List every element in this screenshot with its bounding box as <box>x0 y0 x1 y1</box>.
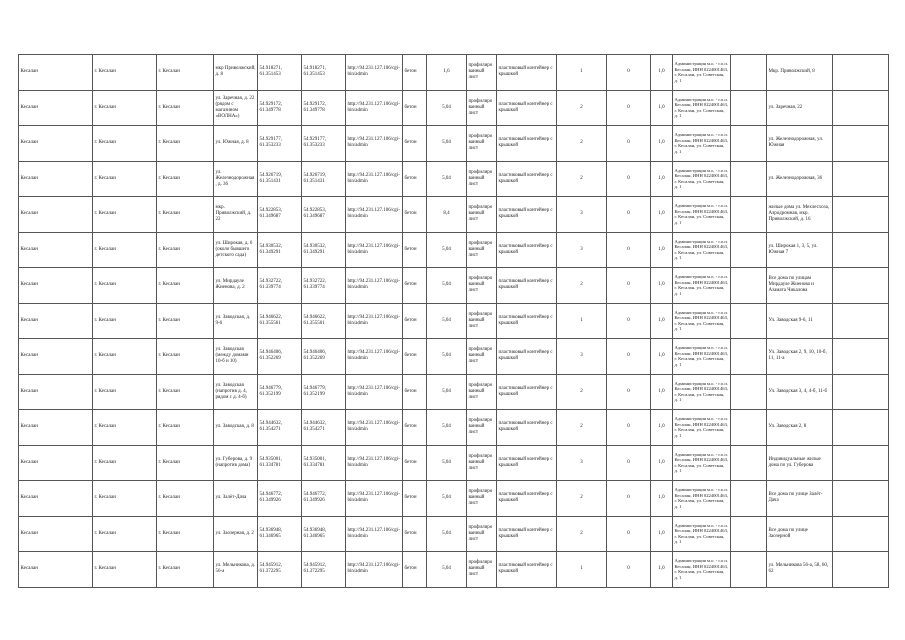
cell-photo-link[interactable]: http://94.231.127.106/cgi-bin/admin <box>346 339 403 375</box>
cell-container-type: пластиковый контейнер с крышкой <box>497 90 557 126</box>
cell-district: Кесалан <box>19 232 93 268</box>
cell-container-type: пластиковый контейнер с крышкой <box>497 339 557 375</box>
cell-longitude: 54.936948, 61.346965 <box>302 516 346 552</box>
registry-sheet <box>18 54 888 588</box>
cell-containers-count: 1 <box>557 552 607 588</box>
cell-photo-link[interactable]: http://94.231.127.106/cgi-bin/admin <box>346 410 403 446</box>
table-row <box>19 126 889 162</box>
cell-volume: 1,0 <box>651 161 673 197</box>
cell-base-material: бетон <box>403 303 427 339</box>
cell-empty <box>731 232 767 268</box>
cell-address: ул. Заречная, д. 22 (рядом с магазином «ВОЛНА») <box>214 90 258 126</box>
cell-volume: 1,0 <box>651 374 673 410</box>
cell-container-type: пластиковый контейнер с крышкой <box>497 410 557 446</box>
cell-fence-material: профилированный лист <box>467 516 497 552</box>
cell-base-material: бетон <box>403 339 427 375</box>
cell-latitude: 54.918271, 61.351453 <box>258 55 302 91</box>
cell-fence-material: профилированный лист <box>467 481 497 517</box>
cell-longitude: 54.932722, 61.339774 <box>302 268 346 304</box>
cell-empty <box>833 481 889 517</box>
cell-address: ул. Заводская (между домами 10-б и 10) <box>214 339 258 375</box>
cell-photo-link[interactable]: http://94.231.127.106/cgi-bin/admin <box>346 445 403 481</box>
cell-bunkers-count: 0 <box>607 410 651 446</box>
cell-served-objects: Индивидуальные жилые дома по ул. Губерова <box>767 445 833 481</box>
cell-base-material: бетон <box>403 445 427 481</box>
cell-served-objects: ул. Мельникова 56-а, 58, 60, 62 <box>767 552 833 588</box>
cell-empty <box>833 268 889 304</box>
cell-longitude: 54.946406, 61.352269 <box>302 339 346 375</box>
cell-address: мкр. Приволжский, д. 22 <box>214 197 258 233</box>
cell-fence-material: профилированный лист <box>467 303 497 339</box>
cell-base-material: бетон <box>403 90 427 126</box>
cell-photo-link[interactable]: http://94.231.127.106/cgi-bin/admin <box>346 481 403 517</box>
cell-settlement: г. Кесалан <box>93 552 157 588</box>
cell-locality: г. Кесалан <box>157 445 214 481</box>
cell-empty <box>833 410 889 446</box>
cell-volume: 1,0 <box>651 55 673 91</box>
cell-owner: Администрация м.о. - г.о.п. Кесалан, ИНН 0224001463, г. Кесалан, ул. Советская, д. 1 <box>673 445 731 481</box>
cell-longitude: 54.929172, 61.349778 <box>302 90 346 126</box>
cell-empty <box>833 126 889 162</box>
cell-area: 5,04 <box>427 445 467 481</box>
cell-empty <box>731 481 767 517</box>
cell-locality: г. Кесалан <box>157 268 214 304</box>
cell-longitude: 54.926719, 61.351431 <box>302 161 346 197</box>
cell-volume: 1,0 <box>651 126 673 162</box>
cell-longitude: 54.929177, 61.353233 <box>302 126 346 162</box>
cell-empty <box>731 90 767 126</box>
cell-longitude: 54.922853, 61.349687 <box>302 197 346 233</box>
cell-area: 5,04 <box>427 232 467 268</box>
cell-settlement: г. Кесалан <box>93 374 157 410</box>
cell-district: Кесалан <box>19 374 93 410</box>
cell-empty <box>731 552 767 588</box>
cell-area: 5,04 <box>427 303 467 339</box>
cell-volume: 1,0 <box>651 481 673 517</box>
cell-empty <box>731 55 767 91</box>
cell-photo-link[interactable]: http://94.231.127.106/cgi-bin/admin <box>346 303 403 339</box>
cell-served-objects: Все дома по улицам Мирдауле Жиенова и Азамата Чикалова <box>767 268 833 304</box>
cell-locality: г. Кесалан <box>157 552 214 588</box>
cell-district: Кесалан <box>19 197 93 233</box>
cell-settlement: г. Кесалан <box>93 197 157 233</box>
cell-base-material: бетон <box>403 232 427 268</box>
cell-address: ул. Заводская, д. 9-6 <box>214 303 258 339</box>
cell-base-material: бетон <box>403 161 427 197</box>
cell-area: 5,04 <box>427 268 467 304</box>
cell-bunkers-count: 0 <box>607 303 651 339</box>
cell-area: 5,04 <box>427 374 467 410</box>
cell-empty <box>833 55 889 91</box>
cell-container-type: пластиковый контейнер с крышкой <box>497 516 557 552</box>
cell-empty <box>731 303 767 339</box>
cell-volume: 1,0 <box>651 410 673 446</box>
cell-photo-link[interactable]: http://94.231.127.106/cgi-bin/admin <box>346 197 403 233</box>
table-row <box>19 481 889 517</box>
cell-bunkers-count: 0 <box>607 197 651 233</box>
cell-photo-link[interactable]: http://94.231.127.106/cgi-bin/admin <box>346 268 403 304</box>
cell-fence-material: профилированный лист <box>467 232 497 268</box>
cell-locality: г. Кесалан <box>157 161 214 197</box>
cell-base-material: бетон <box>403 516 427 552</box>
cell-district: Кесалан <box>19 516 93 552</box>
cell-latitude: 54.946772, 61.349926 <box>258 481 302 517</box>
cell-bunkers-count: 0 <box>607 552 651 588</box>
cell-settlement: г. Кесалан <box>93 445 157 481</box>
cell-photo-link[interactable]: http://94.231.127.106/cgi-bin/admin <box>346 161 403 197</box>
cell-locality: г. Кесалан <box>157 90 214 126</box>
cell-address: ул. Южная, д. 8 <box>214 126 258 162</box>
table-row <box>19 303 889 339</box>
cell-base-material: бетон <box>403 374 427 410</box>
cell-bunkers-count: 0 <box>607 516 651 552</box>
cell-served-objects: ул. Железнодорожная, 36 <box>767 161 833 197</box>
cell-district: Кесалан <box>19 161 93 197</box>
cell-empty <box>833 161 889 197</box>
cell-locality: г. Кесалан <box>157 481 214 517</box>
cell-containers-count: 2 <box>557 268 607 304</box>
cell-fence-material: профилированный лист <box>467 410 497 446</box>
cell-container-type: пластиковый контейнер с крышкой <box>497 552 557 588</box>
cell-empty <box>833 445 889 481</box>
cell-latitude: 54.929172, 61.349778 <box>258 90 302 126</box>
cell-containers-count: 2 <box>557 481 607 517</box>
cell-served-objects: Ул. Заводская 3, 4, 4-б, 11-б <box>767 374 833 410</box>
cell-district: Кесалан <box>19 552 93 588</box>
cell-address: ул. Заводская (напротив д. 4, рядом с д. 4-б) <box>214 374 258 410</box>
cell-fence-material: профилированный лист <box>467 161 497 197</box>
table-row <box>19 161 889 197</box>
cell-fence-material: профилированный лист <box>467 126 497 162</box>
cell-area: 5,04 <box>427 126 467 162</box>
cell-base-material: бетон <box>403 410 427 446</box>
cell-latitude: 54.922853, 61.349687 <box>258 197 302 233</box>
cell-area: 1,6 <box>427 55 467 91</box>
cell-settlement: г. Кесалан <box>93 126 157 162</box>
cell-owner: Администрация м.о. - г.о.п. Кесалан, ИНН 0224001463, г. Кесалан, ул. Советская, д. 1 <box>673 552 731 588</box>
cell-district: Кесалан <box>19 126 93 162</box>
cell-longitude: 54.946779, 61.352199 <box>302 374 346 410</box>
cell-settlement: г. Кесалан <box>93 339 157 375</box>
cell-district: Кесалан <box>19 268 93 304</box>
cell-containers-count: 2 <box>557 516 607 552</box>
cell-containers-count: 3 <box>557 197 607 233</box>
cell-base-material: бетон <box>403 552 427 588</box>
cell-locality: г. Кесалан <box>157 126 214 162</box>
cell-owner: Администрация м.о. - г.о.п. Кесалан, ИНН 0224001463, г. Кесалан, ул. Советская, д. 1 <box>673 232 731 268</box>
cell-locality: г. Кесалан <box>157 55 214 91</box>
cell-empty <box>731 339 767 375</box>
cell-address: ул. Заводская, д. 8 <box>214 410 258 446</box>
cell-address: ул. Мельникова, д. 56-а <box>214 552 258 588</box>
cell-fence-material: профилированный лист <box>467 552 497 588</box>
cell-served-objects: ул. Заречная, 22 <box>767 90 833 126</box>
cell-longitude: 54.935001, 61.334781 <box>302 445 346 481</box>
cell-containers-count: 3 <box>557 339 607 375</box>
cell-district: Кесалан <box>19 303 93 339</box>
cell-containers-count: 1 <box>557 55 607 91</box>
table-row <box>19 268 889 304</box>
cell-address: ул. Железнодорожная, д. 36 <box>214 161 258 197</box>
cell-locality: г. Кесалан <box>157 303 214 339</box>
cell-latitude: 54.935001, 61.334781 <box>258 445 302 481</box>
cell-containers-count: 3 <box>557 445 607 481</box>
cell-settlement: г. Кесалан <box>93 90 157 126</box>
cell-empty <box>731 161 767 197</box>
cell-owner: Администрация м.о. - г.о.п. Кесалан, ИНН 0224001463, г. Кесалан, ул. Советская, д. 1 <box>673 339 731 375</box>
cell-photo-link[interactable]: http://94.231.127.106/cgi-bin/admin <box>346 126 403 162</box>
cell-bunkers-count: 0 <box>607 374 651 410</box>
cell-volume: 1,0 <box>651 268 673 304</box>
cell-owner: Администрация м.о. - г.о.п. Кесалан, ИНН 0224001463, г. Кесалан, ул. Советская, д. 1 <box>673 268 731 304</box>
cell-latitude: 54.932722, 61.339774 <box>258 268 302 304</box>
cell-empty <box>833 90 889 126</box>
cell-district: Кесалан <box>19 410 93 446</box>
cell-locality: г. Кесалан <box>157 232 214 268</box>
cell-locality: г. Кесалан <box>157 339 214 375</box>
cell-container-type: пластиковый контейнер с крышкой <box>497 126 557 162</box>
cell-fence-material: профилированный лист <box>467 90 497 126</box>
cell-served-objects: Ул. Заводская 2, 9, 10, 10-б, 11, 11-а <box>767 339 833 375</box>
table-row <box>19 410 889 446</box>
cell-base-material: бетон <box>403 481 427 517</box>
cell-containers-count: 1 <box>557 303 607 339</box>
cell-bunkers-count: 0 <box>607 232 651 268</box>
cell-longitude: 54.918271, 61.351453 <box>302 55 346 91</box>
cell-owner: Администрация м.о. - г.о.п. Кесалан, ИНН 0224001463, г. Кесалан, ул. Советская, д. 1 <box>673 303 731 339</box>
cell-settlement: г. Кесалан <box>93 268 157 304</box>
cell-photo-link[interactable]: http://94.231.127.106/cgi-bin/admin <box>346 90 403 126</box>
cell-longitude: 54.945912, 61.372295 <box>302 552 346 588</box>
cell-empty <box>833 303 889 339</box>
cell-latitude: 54.929177, 61.353233 <box>258 126 302 162</box>
cell-settlement: г. Кесалан <box>93 161 157 197</box>
cell-containers-count: 2 <box>557 410 607 446</box>
cell-district: Кесалан <box>19 339 93 375</box>
cell-empty <box>731 126 767 162</box>
cell-bunkers-count: 0 <box>607 339 651 375</box>
cell-empty <box>833 516 889 552</box>
cell-latitude: 54.946622, 61.355561 <box>258 303 302 339</box>
cell-photo-link[interactable]: http://94.231.127.106/cgi-bin/admin <box>346 552 403 588</box>
cell-bunkers-count: 0 <box>607 268 651 304</box>
cell-containers-count: 2 <box>557 126 607 162</box>
cell-bunkers-count: 0 <box>607 481 651 517</box>
cell-empty <box>833 552 889 588</box>
cell-served-objects: Ул. Заводская 9-6, 11 <box>767 303 833 339</box>
cell-volume: 1,0 <box>651 516 673 552</box>
cell-volume: 1,0 <box>651 90 673 126</box>
cell-fence-material: профилированный лист <box>467 339 497 375</box>
cell-latitude: 54.930532, 61.349291 <box>258 232 302 268</box>
cell-longitude: 54.946772, 61.349926 <box>302 481 346 517</box>
cell-container-type: пластиковый контейнер с крышкой <box>497 55 557 91</box>
cell-area: 5,04 <box>427 339 467 375</box>
cell-area: 5,04 <box>427 516 467 552</box>
table-row <box>19 339 889 375</box>
cell-photo-link[interactable]: http://94.231.127.106/cgi-bin/admin <box>346 55 403 91</box>
cell-bunkers-count: 0 <box>607 126 651 162</box>
cell-served-objects: жилые дома ул. Мехлесхоза, Аэродромная, мкр. Приволжский, д. 16 <box>767 197 833 233</box>
cell-longitude: 54.930532, 61.349291 <box>302 232 346 268</box>
cell-locality: г. Кесалан <box>157 516 214 552</box>
cell-latitude: 54.936948, 61.346965 <box>258 516 302 552</box>
container-sites-table <box>18 54 889 588</box>
cell-owner: Администрация м.о. - г.о.п. Кесалан, ИНН 0224001463, г. Кесалан, ул. Советская, д. 1 <box>673 161 731 197</box>
cell-empty <box>833 339 889 375</box>
cell-volume: 1,0 <box>651 197 673 233</box>
cell-address: мкр Приволжский, д. 8 <box>214 55 258 91</box>
cell-containers-count: 3 <box>557 232 607 268</box>
cell-container-type: пластиковый контейнер с крышкой <box>497 268 557 304</box>
cell-fence-material: профилированный лист <box>467 197 497 233</box>
cell-settlement: г. Кесалан <box>93 481 157 517</box>
cell-owner: Администрация м.о. - г.о.п. Кесалан, ИНН 0224001463, г. Кесалан, ул. Советская, д. 1 <box>673 197 731 233</box>
cell-containers-count: 2 <box>557 161 607 197</box>
cell-base-material: бетон <box>403 126 427 162</box>
cell-area: 8,4 <box>427 197 467 233</box>
cell-latitude: 54.946779, 61.352199 <box>258 374 302 410</box>
cell-locality: г. Кесалан <box>157 374 214 410</box>
cell-address: ул. Заозерная, д. 2 <box>214 516 258 552</box>
cell-owner: Администрация м.о. - г.о.п. Кесалан, ИНН 0224001463, г. Кесалан, ул. Советская, д. 1 <box>673 410 731 446</box>
cell-volume: 1,0 <box>651 303 673 339</box>
cell-empty <box>833 232 889 268</box>
cell-longitude: 54.944632, 61.354271 <box>302 410 346 446</box>
cell-fence-material: профилированный лист <box>467 445 497 481</box>
cell-latitude: 54.946406, 61.352269 <box>258 339 302 375</box>
cell-owner: Администрация м.о. - г.о.п. Кесалан, ИНН 0224001463, г. Кесалан, ул. Советская, д. 1 <box>673 55 731 91</box>
cell-empty <box>731 445 767 481</box>
cell-owner: Администрация м.о. - г.о.п. Кесалан, ИНН 0224001463, г. Кесалан, ул. Советская, д. 1 <box>673 126 731 162</box>
cell-owner: Администрация м.о. - г.о.п. Кесалан, ИНН 0224001463, г. Кесалан, ул. Советская, д. 1 <box>673 90 731 126</box>
table-row <box>19 90 889 126</box>
table-row <box>19 445 889 481</box>
cell-area: 5,04 <box>427 90 467 126</box>
cell-served-objects: ул. Широкая 1, 3, 5, ул. Южная 7 <box>767 232 833 268</box>
table-row <box>19 55 889 91</box>
cell-served-objects: Все дома по улице Заозерной <box>767 516 833 552</box>
cell-fence-material: профилированный лист <box>467 55 497 91</box>
cell-empty <box>731 197 767 233</box>
cell-latitude: 54.926719, 61.351431 <box>258 161 302 197</box>
cell-fence-material: профилированный лист <box>467 268 497 304</box>
cell-photo-link[interactable]: http://94.231.127.106/cgi-bin/admin <box>346 516 403 552</box>
cell-bunkers-count: 0 <box>607 90 651 126</box>
cell-bunkers-count: 0 <box>607 445 651 481</box>
cell-settlement: г. Кесалан <box>93 55 157 91</box>
cell-served-objects: ул. Железнодорожная, ул. Южная <box>767 126 833 162</box>
cell-latitude: 54.945912, 61.372295 <box>258 552 302 588</box>
cell-volume: 1,0 <box>651 445 673 481</box>
cell-photo-link[interactable]: http://94.231.127.106/cgi-bin/admin <box>346 374 403 410</box>
cell-container-type: пластиковый контейнер с крышкой <box>497 197 557 233</box>
cell-owner: Администрация м.о. - г.о.п. Кесалан, ИНН 0224001463, г. Кесалан, ул. Советская, д. 1 <box>673 374 731 410</box>
cell-empty <box>731 516 767 552</box>
cell-settlement: г. Кесалан <box>93 303 157 339</box>
cell-base-material: бетон <box>403 197 427 233</box>
table-row <box>19 232 889 268</box>
cell-volume: 1,0 <box>651 232 673 268</box>
cell-area: 5,04 <box>427 161 467 197</box>
cell-containers-count: 2 <box>557 374 607 410</box>
cell-address: ул. Широкая, д. 6 (около бывшего детского сада) <box>214 232 258 268</box>
cell-locality: г. Кесалан <box>157 197 214 233</box>
cell-bunkers-count: 0 <box>607 161 651 197</box>
cell-base-material: бетон <box>403 268 427 304</box>
cell-empty <box>731 410 767 446</box>
cell-base-material: бетон <box>403 55 427 91</box>
cell-district: Кесалан <box>19 55 93 91</box>
cell-address: ул. Мирдауле Жиенова, д. 2 <box>214 268 258 304</box>
cell-address: ул. Губерова, д. 9 (напротив дома) <box>214 445 258 481</box>
cell-area: 5,04 <box>427 481 467 517</box>
cell-empty <box>833 197 889 233</box>
cell-longitude: 54.946622, 61.355561 <box>302 303 346 339</box>
cell-container-type: пластиковый контейнер с крышкой <box>497 445 557 481</box>
cell-empty <box>833 374 889 410</box>
cell-volume: 1,0 <box>651 339 673 375</box>
cell-locality: г. Кесалан <box>157 410 214 446</box>
cell-fence-material: профилированный лист <box>467 374 497 410</box>
table-row <box>19 374 889 410</box>
cell-containers-count: 2 <box>557 90 607 126</box>
table-row <box>19 552 889 588</box>
cell-district: Кесалан <box>19 445 93 481</box>
cell-latitude: 54.944632, 61.354271 <box>258 410 302 446</box>
table-row <box>19 197 889 233</box>
cell-area: 5,04 <box>427 552 467 588</box>
cell-served-objects: Мкр. Приволжский, 8 <box>767 55 833 91</box>
cell-settlement: г. Кесалан <box>93 232 157 268</box>
cell-container-type: пластиковый контейнер с крышкой <box>497 161 557 197</box>
cell-address: ул. Залёт-Дача <box>214 481 258 517</box>
cell-photo-link[interactable]: http://94.231.127.106/cgi-bin/admin <box>346 232 403 268</box>
cell-district: Кесалан <box>19 481 93 517</box>
cell-served-objects: Ул. Заводская 2, 8 <box>767 410 833 446</box>
cell-empty <box>731 374 767 410</box>
cell-container-type: пластиковый контейнер с крышкой <box>497 374 557 410</box>
table-row <box>19 516 889 552</box>
cell-settlement: г. Кесалан <box>93 516 157 552</box>
cell-bunkers-count: 0 <box>607 55 651 91</box>
cell-owner: Администрация м.о. - г.о.п. Кесалан, ИНН 0224001463, г. Кесалан, ул. Советская, д. 1 <box>673 516 731 552</box>
cell-district: Кесалан <box>19 90 93 126</box>
cell-settlement: г. Кесалан <box>93 410 157 446</box>
cell-area: 5,04 <box>427 410 467 446</box>
cell-served-objects: Все дома по улице Залёт-Дача <box>767 481 833 517</box>
cell-container-type: пластиковый контейнер с крышкой <box>497 303 557 339</box>
cell-owner: Администрация м.о. - г.о.п. Кесалан, ИНН 0224001463, г. Кесалан, ул. Советская, д. 1 <box>673 481 731 517</box>
cell-container-type: пластиковый контейнер с крышкой <box>497 481 557 517</box>
cell-empty <box>731 268 767 304</box>
cell-volume: 1,0 <box>651 552 673 588</box>
cell-container-type: пластиковый контейнер с крышкой <box>497 232 557 268</box>
